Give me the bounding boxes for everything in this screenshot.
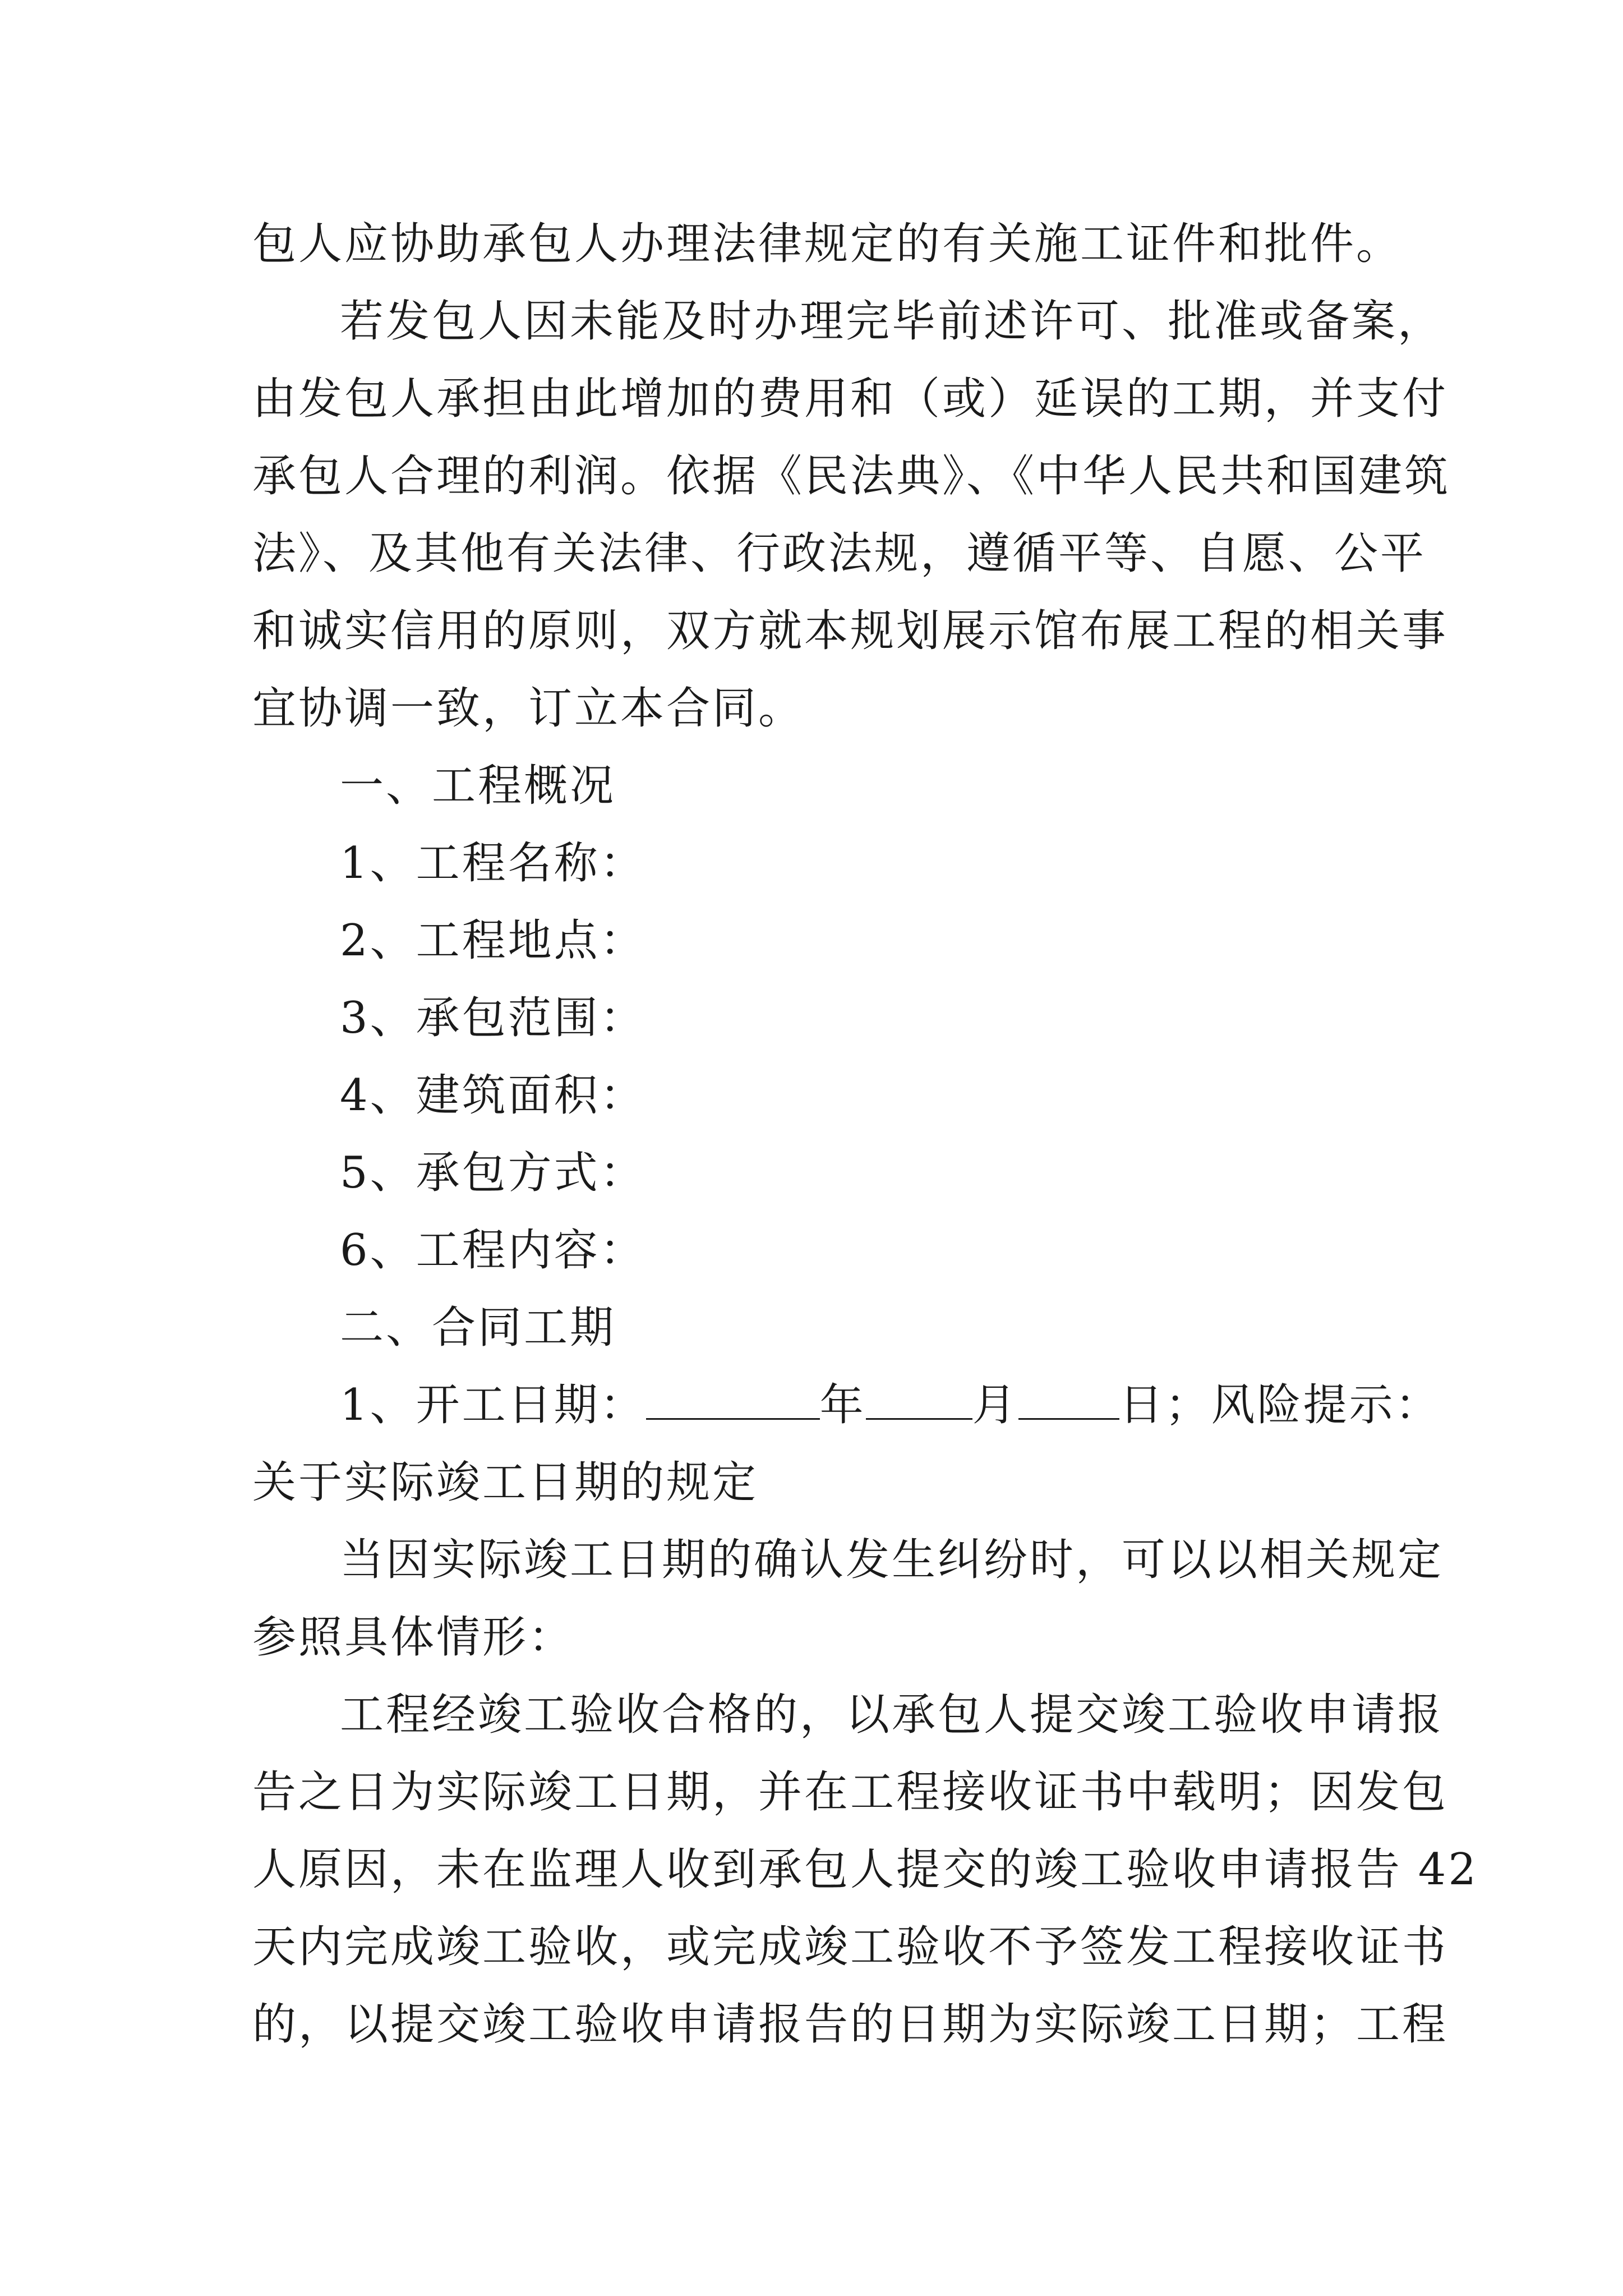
day-label: 日；风险提示： [1119,1380,1441,1430]
section-heading-overview: 一、工程概况 [340,761,616,811]
paragraph-line: 承包人合理的利润。依据《民法典》、《中华人民共和国建筑 [252,451,1451,501]
paragraph-line: 告之日为实际竣工日期，并在工程接收证书中载明；因发包 [252,1767,1449,1818]
list-item-project-location: 2、工程地点： [340,915,646,966]
month-blank [866,1375,972,1420]
paragraph-line: 和诚实信用的原则，双方就本规划展示馆布展工程的相关事 [252,606,1449,656]
document-body [252,205,1479,2063]
list-item-building-area: 4、建筑面积： [340,1070,646,1121]
paragraph-line: 法》、及其他有关法律、行政法规，遵循平等、自愿、公平 [252,528,1427,579]
paragraph-line: 若发包人因未能及时办理完毕前述许可、批准或备案， [340,296,1444,347]
list-item-project-content: 6、工程内容： [340,1225,646,1276]
day-blank [1018,1375,1119,1420]
paragraph-line: 由发包人承担由此增加的费用和（或）延误的工期，并支付 [252,374,1449,424]
list-item-contract-method: 5、承包方式： [340,1148,646,1198]
start-date-prefix: 1、开工日期： [340,1380,646,1430]
year-label: 年 [819,1380,866,1430]
paragraph-line: 人原因，未在监理人收到承包人提交的竣工验收申请报告 42 [252,1844,1479,1895]
paragraph-line: 天内完成竣工验收，或完成竣工验收不予签发工程接收证书 [252,1922,1449,1972]
section-heading-contract-period: 二、合同工期 [340,1303,616,1353]
paragraph-line: 参照具体情形： [252,1612,575,1663]
start-date-line [252,1366,1441,1444]
year-blank [646,1375,820,1420]
risk-note-line: 关于实际竣工日期的规定 [252,1457,759,1508]
month-label: 月 [972,1380,1018,1430]
paragraph-line: 宜协调一致，订立本合同。 [252,683,805,734]
paragraph-line: 当因实际竣工日期的确认发生纠纷时，可以以相关规定 [340,1535,1444,1585]
paragraph-line: 的，以提交竣工验收申请报告的日期为实际竣工日期；工程 [252,1999,1449,2050]
list-item-contract-scope: 3、承包范围： [340,993,646,1043]
paragraph-line: 工程经竣工验收合格的，以承包人提交竣工验收申请报 [340,1690,1444,1740]
paragraph-line: 包人应协助承包人办理法律规定的有关施工证件和批件。 [252,219,1403,269]
list-item-project-name: 1、工程名称： [340,838,646,889]
